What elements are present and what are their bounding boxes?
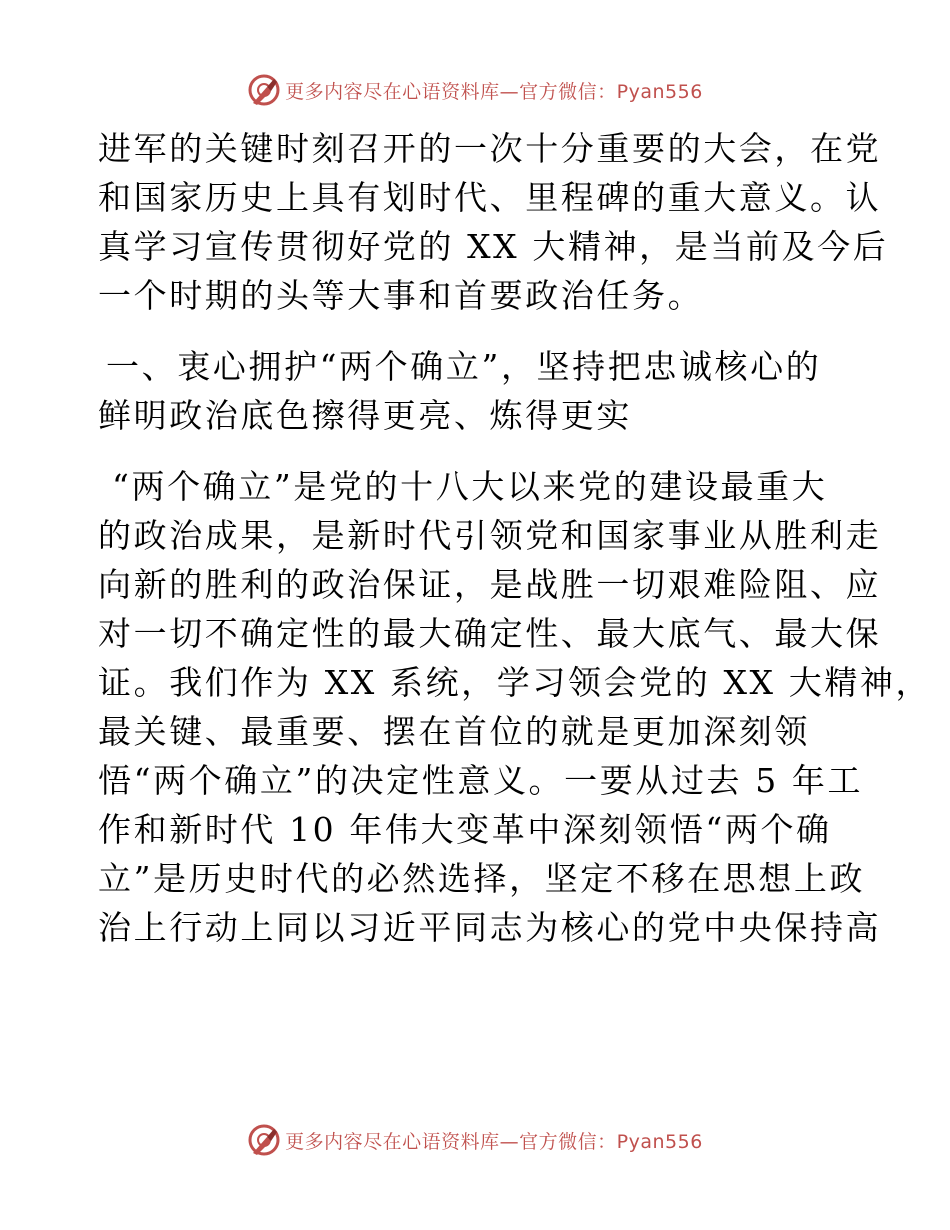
text-line: 一个时期的头等大事和首要政治任务。 <box>98 276 704 315</box>
heading-line: 一、衷心拥护“两个确立”，坚持把忠诚核心的 <box>106 347 822 386</box>
text-line: 的政治成果，是新时代引领党和国家事业从胜利走 <box>98 516 882 555</box>
logo-icon <box>247 1123 281 1157</box>
text-line: 和国家历史上具有划时代、里程碑的重大意义。认 <box>98 178 882 217</box>
paragraph-2 <box>98 462 932 952</box>
text-line: 进军的关键时刻召开的一次十分重要的大会，在党 <box>98 129 882 168</box>
paragraph-gap <box>98 440 858 462</box>
text-line: 作和新时代 10 年伟大变革中深刻领悟“两个确 <box>98 810 832 849</box>
heading-line: 鲜明政治底色擦得更亮、炼得更实 <box>98 396 632 435</box>
text-line: 证。我们作为 XX 系统，学习领会党的 XX 大精神， <box>98 663 932 702</box>
logo-icon <box>247 73 281 107</box>
text-line: 立”是历史时代的必然选择，坚定不移在思想上政 <box>98 859 866 898</box>
text-line: 向新的胜利的政治保证，是战胜一切艰难险阻、应 <box>98 565 882 604</box>
text-line: 真学习宣传贯彻好党的 XX 大精神，是当前及今后 <box>98 227 889 266</box>
paragraph-gap <box>98 320 858 342</box>
text-line: 悟“两个确立”的决定性意义。一要从过去 5 年工 <box>98 761 864 800</box>
footer-banner <box>0 1120 950 1160</box>
header-banner <box>0 70 950 110</box>
document-body <box>98 124 932 952</box>
text-line: 最关键、最重要、摆在首位的就是更加深刻领 <box>98 712 810 751</box>
text-line: 治上行动上同以习近平同志为核心的党中央保持高 <box>98 908 882 947</box>
banner-text: 更多内容尽在心语资料库—官方微信：Pyan556 <box>285 80 703 103</box>
paragraph-1 <box>98 124 889 320</box>
banner-text: 更多内容尽在心语资料库—官方微信：Pyan556 <box>285 1130 703 1153</box>
text-line: 对一切不确定性的最大确定性、最大底气、最大保 <box>98 614 882 653</box>
section-heading-1 <box>98 342 858 440</box>
text-line: “两个确立”是党的十八大以来党的建设最重大 <box>112 467 828 506</box>
